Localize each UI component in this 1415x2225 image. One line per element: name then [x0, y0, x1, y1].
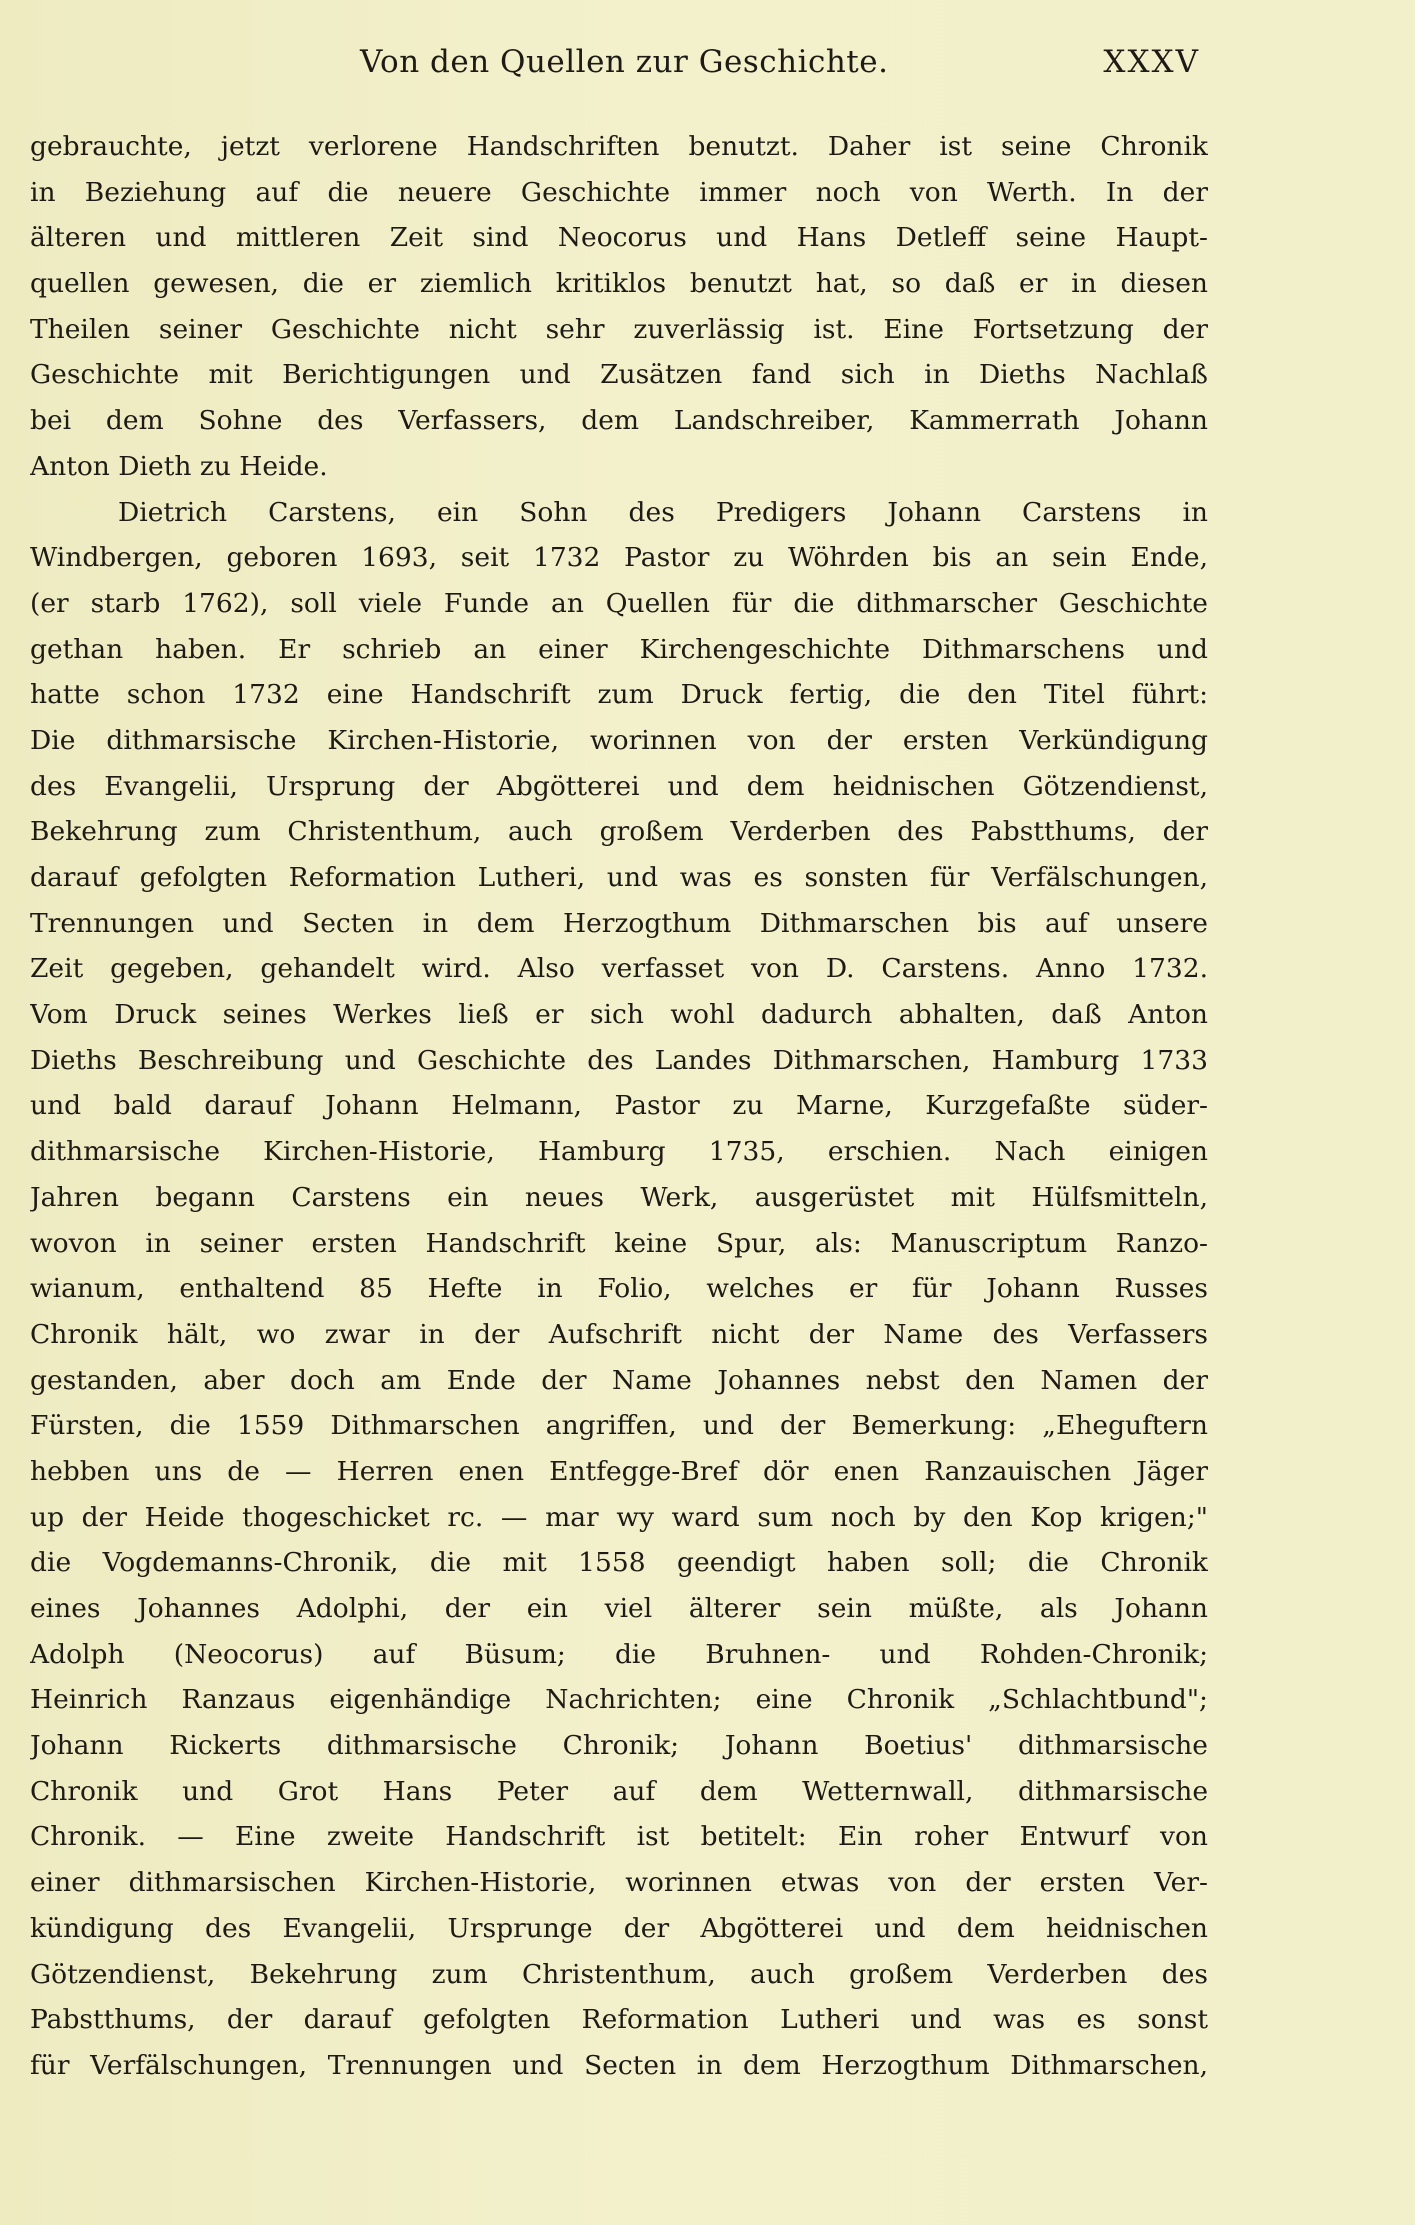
text-line: Adolph (Neocorus) auf Büsum; die Bruhnen- und Rohden-Chronik; [30, 1638, 1208, 1670]
text-line: für Verfälschungen, Trennungen und Secten in dem Herzogthum Dithmarschen, [30, 2049, 1208, 2081]
text-line: gestanden, aber doch am Ende der Name Johannes nebst den Namen der [30, 1364, 1208, 1396]
text-line: des Evangelii, Ursprung der Abgötterei und dem heidnischen Götzendienst, [30, 770, 1208, 802]
text-line: Chronik hält, wo zwar in der Aufschrift nicht der Name des Verfassers [30, 1318, 1208, 1350]
text-line: in Beziehung auf die neuere Geschichte immer noch von Werth. In der [30, 176, 1208, 208]
text-line: (er starb 1762), soll viele Funde an Quellen für die dithmarscher Geschichte [30, 587, 1208, 619]
text-line: up der Heide thogeschicket rc. — mar wy ward sum noch by den Kop krigen;" [30, 1501, 1208, 1533]
text-line: wovon in seiner ersten Handschrift keine Spur, als: Manuscriptum Ranzo- [30, 1227, 1208, 1259]
text-line: älteren und mittleren Zeit sind Neocorus und Hans Detleff seine Haupt- [30, 222, 1208, 254]
text-line: darauf gefolgten Reformation Lutheri, und was es sonsten für Verfälschungen, [30, 862, 1208, 893]
page-number: XXXV [1103, 44, 1200, 80]
text-line: bei dem Sohne des Verfassers, dem Landschreiber, Kammerrath Johann [30, 405, 1208, 437]
text-line: Pabstthums, der darauf gefolgten Reformation Lutheri und was es sonst [30, 2004, 1208, 2036]
text-line: Chronik und Grot Hans Peter auf dem Wetternwall, dithmarsische [30, 1775, 1208, 1807]
text-line: Die dithmarsische Kirchen-Historie, worinnen von der ersten Verkündigung [30, 724, 1208, 756]
text-line: einer dithmarsischen Kirchen-Historie, worinnen etwas von der ersten Ver- [30, 1867, 1208, 1899]
text-line: dithmarsische Kirchen-Historie, Hamburg 1735, erschien. Nach einigen [30, 1136, 1208, 1168]
text-line: gethan haben. Er schrieb an einer Kirchengeschichte Dithmarschens und [30, 633, 1208, 665]
text-line: Dietrich Carstens, ein Sohn des Predigers Johann Carstens in [118, 496, 1208, 528]
text-line: Anton Dieth zu Heide. [30, 450, 328, 482]
running-header [30, 44, 1200, 94]
text-line: die Vogdemanns-Chronik, die mit 1558 geendigt haben soll; die Chronik [30, 1547, 1208, 1579]
text-line: Windbergen, geboren 1693, seit 1732 Pastor zu Wöhrden bis an sein Ende, [30, 542, 1208, 574]
text-line: Dieths Beschreibung und Geschichte des Landes Dithmarschen, Hamburg 1733 [30, 1044, 1208, 1076]
text-line: Bekehrung zum Christenthum, auch großem Verderben des Pabstthums, der [30, 816, 1208, 848]
text-line: Chronik. — Eine zweite Handschrift ist betitelt: Ein roher Entwurf von [30, 1821, 1208, 1853]
text-line: Johann Rickerts dithmarsische Chronik; Johann Boetius' dithmarsische [30, 1730, 1208, 1762]
text-line: Fürsten, die 1559 Dithmarschen angriffen, und der Bemerkung: „Eheguftern [30, 1410, 1208, 1442]
text-line: und bald darauf Johann Helmann, Pastor zu Marne, Kurzgefaßte süder- [30, 1090, 1208, 1122]
body-text [30, 124, 1208, 2089]
text-line: Heinrich Ranzaus eigenhändige Nachrichten; eine Chronik „Schlachtbund"; [30, 1684, 1208, 1716]
text-line: gebrauchte, jetzt verlorene Handschriften benutzt. Daher ist seine Chronik [30, 131, 1208, 162]
text-line: Trennungen und Secten in dem Herzogthum Dithmarschen bis auf unsere [30, 907, 1208, 939]
text-line: eines Johannes Adolphi, der ein viel älterer sein müßte, als Johann [30, 1593, 1208, 1624]
text-line: Theilen seiner Geschichte nicht sehr zuverlässig ist. Eine Fortsetzung der [30, 313, 1208, 345]
text-line: quellen gewesen, die er ziemlich kritiklos benutzt hat, so daß er in diesen [30, 268, 1208, 300]
text-line: kündigung des Evangelii, Ursprunge der Abgötterei und dem heidnischen [30, 1912, 1208, 1944]
text-line: Vom Druck seines Werkes ließ er sich wohl dadurch abhalten, daß Anton [30, 999, 1208, 1031]
text-line: Götzendienst, Bekehrung zum Christenthum, auch großem Verderben des [30, 1958, 1208, 1990]
text-line: Geschichte mit Berichtigungen und Zusätzen fand sich in Dieths Nachlaß [30, 359, 1208, 391]
text-line: wianum, enthaltend 85 Hefte in Folio, welches er für Johann Russes [30, 1273, 1208, 1305]
text-line: Jahren begann Carstens ein neues Werk, ausgerüstet mit Hülfsmitteln, [30, 1181, 1208, 1213]
running-title: Von den Quellen zur Geschichte. [360, 44, 889, 80]
text-line: hatte schon 1732 eine Handschrift zum Druck fertig, die den Titel führt: [30, 679, 1208, 711]
text-line: hebben uns de — Herren enen Entfegge-Bref dör enen Ranzauischen Jäger [30, 1455, 1208, 1487]
text-line: Zeit gegeben, gehandelt wird. Also verfasset von D. Carstens. Anno 1732. [30, 953, 1208, 985]
